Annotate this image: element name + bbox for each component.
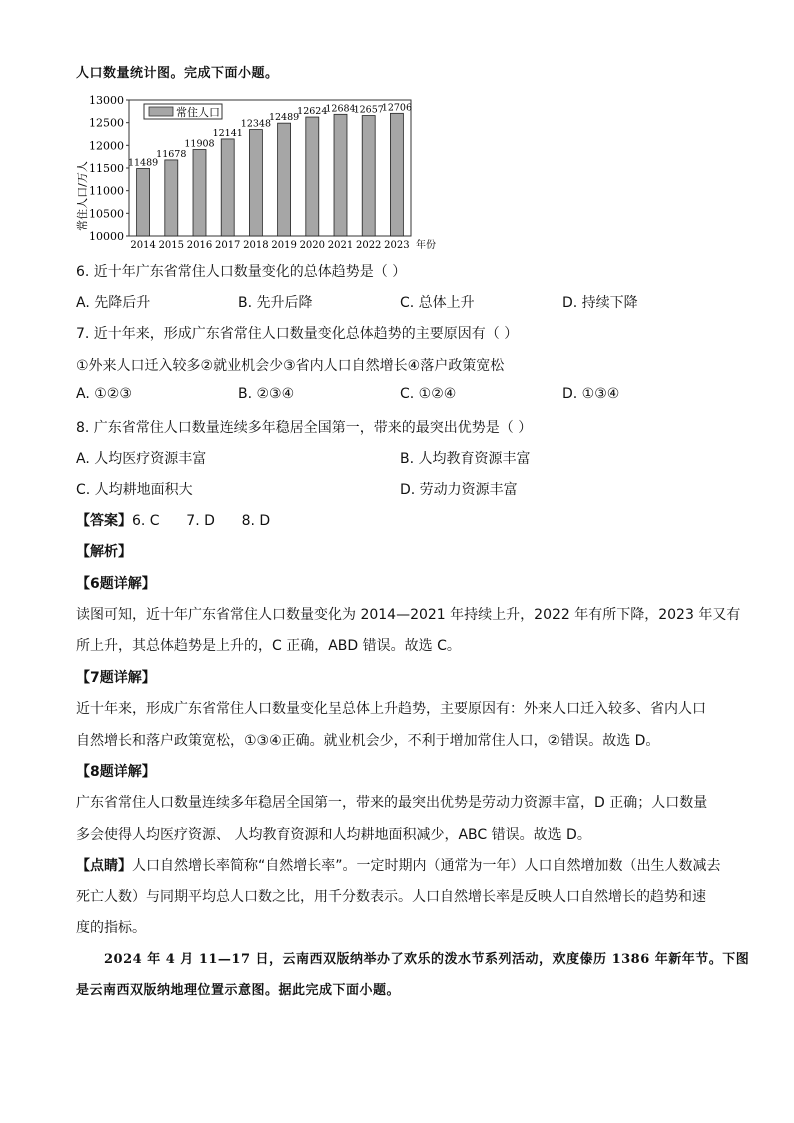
detail-8-line-2: 多会使得人均医疗资源、 人均教育资源和人均耕地面积减少，ABC 错误。故选 D。 [76, 827, 591, 843]
chart-y-tick-label: 11000 [89, 184, 124, 198]
q8-option-b[interactable]: B. 人均教育资源丰富 [400, 451, 531, 467]
detail-6-line-1: 读图可知，近十年广东省常住人口数量变化为 2014—2021 年持续上升，2022 年有所下降，2023 年又有 [76, 607, 741, 623]
q6-option-a[interactable]: A. 先降后升 [76, 295, 151, 311]
chart-data-label-2014: 11489 [127, 157, 159, 169]
q6-option-b[interactable]: B. 先升后降 [238, 295, 313, 311]
q7-option-b[interactable]: B. ②③④ [238, 386, 295, 402]
detail-7-label: 【7题详解】 [76, 670, 156, 686]
tip-text-1: 人口自然增长率简称“自然增长率”。一定时期内（通常为一年）人口自然增加数（出生人数减去 [132, 858, 721, 874]
detail-7-line-2: 自然增长和落户政策宽松，①③④正确。就业机会少，不利于增加常住人口，②错误。故选 D。 [76, 733, 660, 749]
chart-data-label-2022: 12657 [353, 104, 384, 116]
chart-data-label-2017: 12141 [212, 127, 243, 139]
q7-items: ①外来人口迁入较多②就业机会少③省内人口自然增长④落户政策宽松 [76, 358, 505, 374]
q6-option-d[interactable]: D. 持续下降 [562, 295, 638, 311]
chart-y-tick-label: 10500 [89, 207, 124, 221]
chart-x-tick-label-2018: 2018 [243, 240, 269, 251]
q8-stem: 8. 广东省常住人口数量连续多年稳居全国第一，带来的最突出优势是（ ） [76, 420, 533, 436]
tip-line-3: 度的指标。 [76, 920, 146, 936]
chart-x-tick-label-2020: 2020 [299, 240, 326, 251]
q7-option-a[interactable]: A. ①②③ [76, 386, 132, 402]
chart-x-tick-labels [130, 240, 409, 251]
chart-data-label-2016: 11908 [184, 138, 215, 150]
chart-y-tick-label: 12000 [89, 139, 124, 153]
q6-stem: 6. 近十年广东省常住人口数量变化的总体趋势是（ ） [76, 264, 407, 280]
detail-6-label: 【6题详解】 [76, 576, 156, 592]
chart-data-label-2015: 11678 [156, 148, 187, 160]
tip-label: 【点睛】 [76, 858, 132, 874]
chart-bar-2016 [193, 150, 206, 236]
chart-data-label-2018: 12348 [240, 118, 272, 130]
q8-option-a[interactable]: A. 人均医疗资源丰富 [76, 451, 207, 467]
detail-8-label: 【8题详解】 [76, 764, 156, 780]
q7-option-c[interactable]: C. ①②④ [400, 386, 457, 402]
chart-x-tick-label-2017: 2017 [214, 240, 241, 251]
detail-6-line-2: 所上升，其总体趋势是上升的，C 正确，ABD 错误。故选 C。 [76, 638, 461, 654]
population-bar-chart [70, 86, 460, 258]
chart-x-tick-label-2014: 2014 [130, 240, 156, 251]
answer-label: 【答案】 [76, 513, 132, 529]
chart-bar-2021 [334, 114, 347, 236]
next-intro-line-1: 2024 年 4 月 11—17 日，云南西双版纳举办了欢乐的泼水节系列活动，欢度傣历 1386 年新年节。下图 [104, 952, 750, 967]
chart-data-label-2021: 12684 [325, 103, 356, 115]
chart-x-tick-label-2023: 2023 [384, 240, 410, 251]
chart-data-label-2023: 12706 [381, 102, 413, 114]
chart-x-tick-label-2021: 2021 [327, 240, 354, 251]
chart-bar-2015 [165, 160, 178, 236]
chart-bar-2017 [221, 139, 234, 236]
chart-y-tick-label: 10000 [89, 230, 124, 243]
chart-bar-2019 [278, 123, 291, 236]
q7-option-d[interactable]: D. ①③④ [562, 386, 620, 402]
chart-x-axis-label: 年份 [416, 240, 436, 251]
chart-y-axis-label: 常住人口/万人 [76, 161, 89, 231]
detail-8-line-1: 广东省常住人口数量连续多年稳居全国第一，带来的最突出优势是劳动力资源丰富，D 正确；人口数量 [76, 795, 708, 811]
q8-option-d[interactable]: D. 劳动力资源丰富 [400, 482, 518, 498]
q8-option-c[interactable]: C. 人均耕地面积大 [76, 482, 193, 498]
chart-x-tick-label-2015: 2015 [158, 240, 185, 251]
chart-bar-2018 [249, 130, 262, 236]
answer-row [76, 510, 270, 530]
chart-data-label-2020: 12624 [297, 106, 328, 118]
next-intro-line-2: 是云南西双版纳地理位置示意图。据此完成下面小题。 [76, 983, 401, 998]
chart-x-tick-label-2016: 2016 [186, 240, 213, 251]
analysis-label: 【解析】 [76, 544, 132, 560]
chart-y-tick-label: 11500 [89, 162, 124, 175]
q7-stem: 7. 近十年来，形成广东省常住人口数量变化总体趋势的主要原因有（ ） [76, 326, 519, 342]
answer-values: 6. C 7. D 8. D [132, 513, 271, 529]
chart-x-tick-label-2019: 2019 [271, 240, 297, 251]
chart-legend-swatch [149, 107, 173, 116]
chart-data-label-2019: 12489 [268, 112, 300, 124]
chart-bar-2022 [362, 116, 375, 236]
detail-7-line-1: 近十年来，形成广东省常住人口数量变化呈总体上升趋势，主要原因有：外来人口迁入较多、省内人口 [76, 701, 706, 717]
tip-line-2: 死亡人数）与同期平均总人口数之比，用千分数表示。人口自然增长率是反映人口自然增长的趋势和速 [76, 889, 706, 905]
tip-line-1 [76, 855, 721, 875]
chart-y-tick-label: 13000 [89, 94, 124, 107]
intro-text: 人口数量统计图。完成下面小题。 [76, 66, 279, 81]
chart-bars [137, 113, 404, 236]
chart-bar-2020 [306, 117, 319, 236]
chart-y-tick-label: 12500 [89, 116, 124, 130]
chart-bar-2023 [390, 113, 403, 236]
chart-bar-2014 [137, 168, 150, 236]
chart-legend-label: 常住人口 [176, 106, 220, 119]
q6-option-c[interactable]: C. 总体上升 [400, 295, 475, 311]
chart-x-tick-label-2022: 2022 [355, 240, 382, 251]
chart-y-tick-labels [89, 94, 124, 243]
